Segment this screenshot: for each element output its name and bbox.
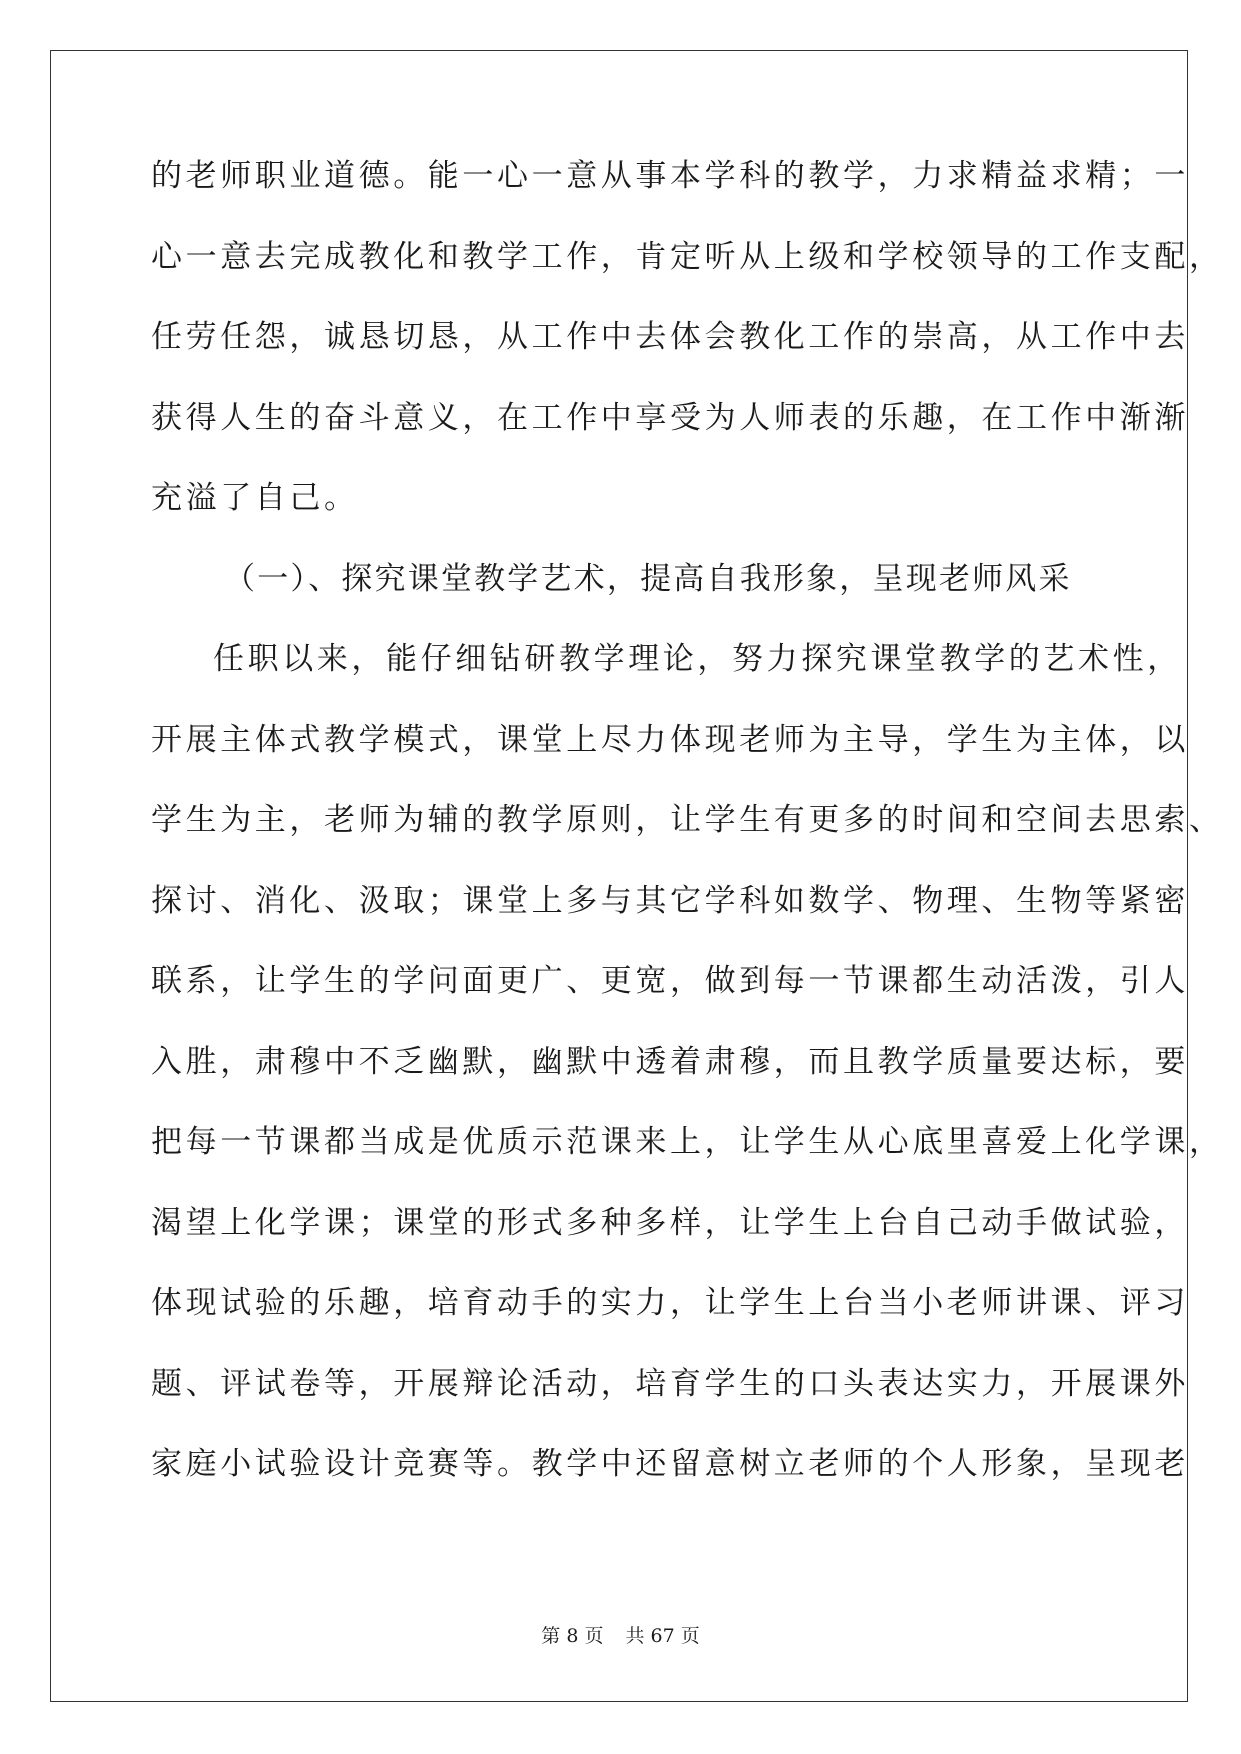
text-line: 任职以来，能仔细钻研教学理论，努力探究课堂教学的艺术性， [213,641,1182,677]
page-footer [0,1621,1241,1648]
text-line: 渴望上化学课；课堂的形式多种多样，让学生上台自己动手做试验， [151,1204,1189,1241]
text-line: 联系，让学生的学问面更广、更宽，做到每一节课都生动活泼，引人 [151,963,1189,999]
text-line: 学生为主，老师为辅的教学原则，让学生有更多的时间和空间去思索、 [151,802,1224,838]
document-body [151,158,1224,1529]
page-number: 第 8 页 [541,1625,604,1647]
text-line: 的老师职业道德。能一心一意从事本学科的教学，力求精益求精；一 [151,158,1189,194]
text-line: 题、评试卷等，开展辩论活动，培育学生的口头表达实力，开展课外 [151,1365,1189,1402]
page-total: 共 67 页 [625,1625,700,1647]
text-line: 探讨、消化、汲取；课堂上多与其它学科如数学、物理、生物等紧密 [151,882,1189,919]
text-line: 任劳任怨，诚恳切恳，从工作中去体会教化工作的崇高，从工作中去 [151,319,1189,355]
text-line: 心一意去完成教化和教学工作，肯定听从上级和学校领导的工作支配， [151,238,1224,275]
text-line: 开展主体式教学模式，课堂上尽力体现老师为主导，学生为主体，以 [151,721,1189,758]
text-line: 把每一节课都当成是优质示范课来上，让学生从心底里喜爱上化学课， [151,1124,1224,1160]
text-line: 入胜，肃穆中不乏幽默，幽默中透着肃穆，而且教学质量要达标，要 [151,1043,1189,1080]
section-heading: （一）、探究课堂教学艺术，提高自我形象，呈现老师风采 [224,560,1072,597]
text-line: 获得人生的奋斗意义，在工作中享受为人师表的乐趣，在工作中渐渐 [151,399,1189,436]
text-line: 家庭小试验设计竞赛等。教学中还留意树立老师的个人形象，呈现老 [151,1446,1189,1482]
text-line: 体现试验的乐趣，培育动手的实力，让学生上台当小老师讲课、评习 [151,1285,1189,1321]
text-line: 充溢了自己。 [151,480,359,516]
